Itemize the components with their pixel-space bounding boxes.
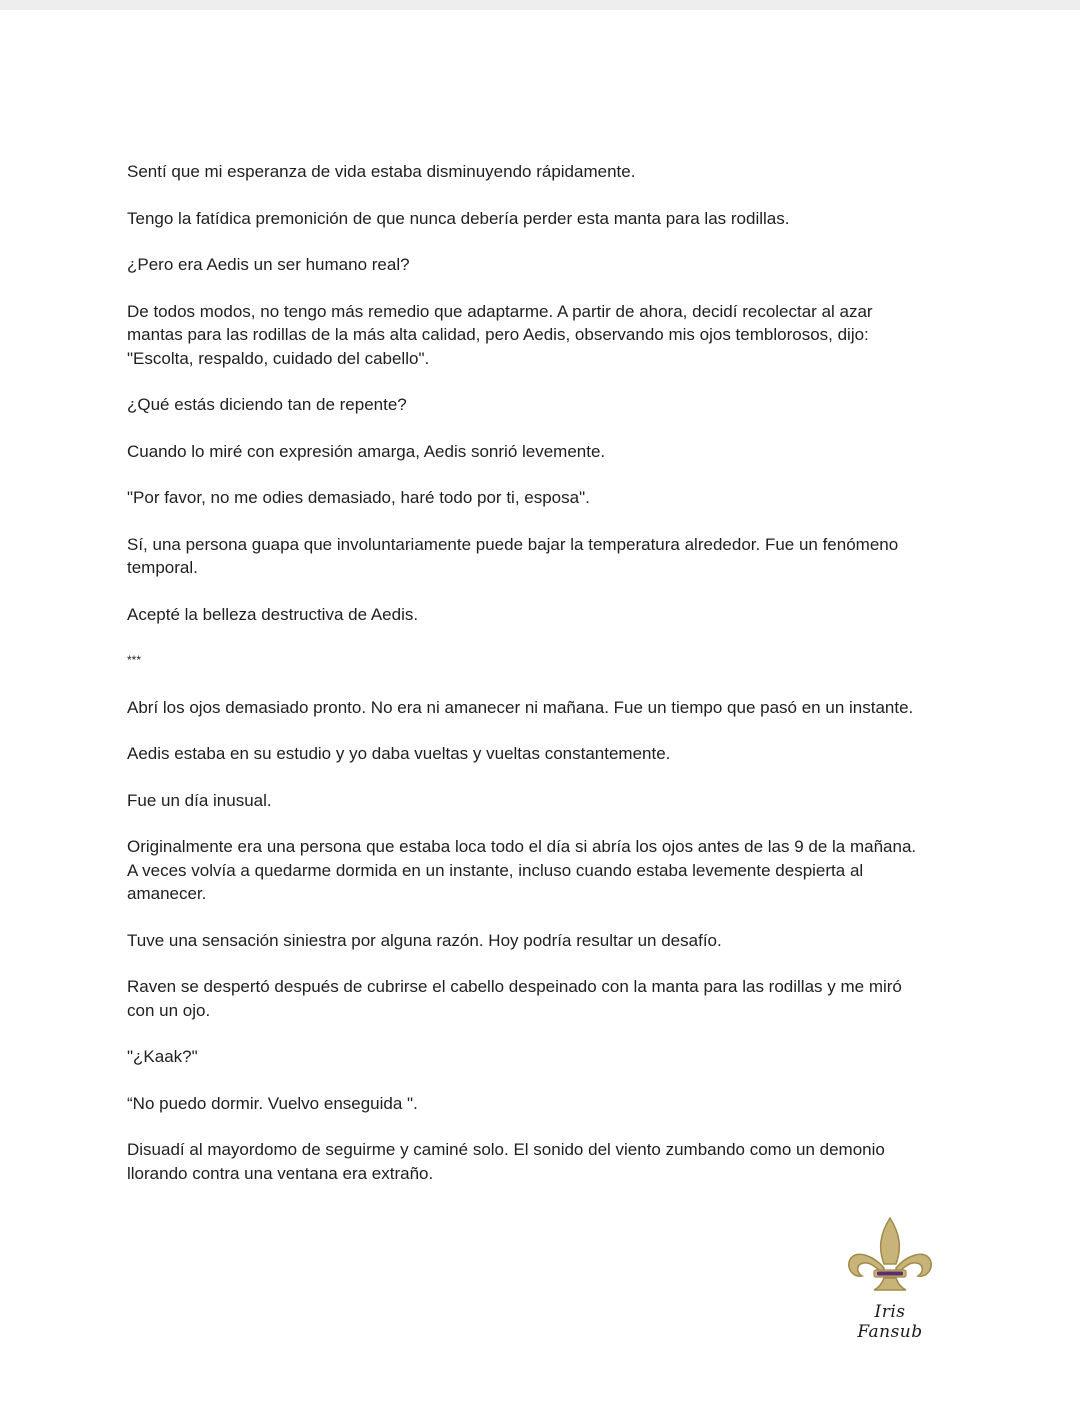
logo-text: Iris Fansub bbox=[857, 1302, 923, 1342]
paragraph: ¿Qué estás diciendo tan de repente? bbox=[127, 395, 407, 414]
top-bar bbox=[0, 0, 1080, 10]
paragraph: Cuando lo miré con expresión amarga, Aedis sonrió levemente. bbox=[127, 441, 606, 461]
paragraph: Abrí los ojos demasiado pronto. No era ni amanecer ni mañana. Fue un tiempo que pasó en un instante. bbox=[127, 697, 914, 717]
paragraph: “No puedo dormir. Vuelvo enseguida ". bbox=[127, 1093, 418, 1113]
iris-fansub-logo bbox=[840, 1216, 940, 1342]
paragraph: ¿Pero era Aedis un ser humano real? bbox=[127, 255, 410, 274]
fleur-de-lis-icon bbox=[844, 1216, 936, 1296]
paragraph: Raven se despertó después de cubrirse el cabello despeinado con la manta para las rodillas y me miró con un ojo. bbox=[127, 977, 902, 1020]
paragraph: Disuadí al mayordomo de seguirme y caminé solo. El sonido del viento zumbando como un demonio llorando contra una ventana era extraño. bbox=[127, 1140, 885, 1183]
paragraph: Aedis estaba en su estudio y yo daba vueltas y vueltas constantemente. bbox=[127, 744, 671, 763]
paragraph: Sentí que mi esperanza de vida estaba disminuyendo rápidamente. bbox=[127, 162, 636, 181]
paragraph: Sí, una persona guapa que involuntariamente puede bajar la temperatura alrededor. Fue un fenómeno temporal. bbox=[127, 534, 899, 577]
paragraph: De todos modos, no tengo más remedio que adaptarme. A partir de ahora, decidí recolectar al azar mantas para las rodillas de la más alta calidad, pero Aedis, observando mis ojos temblorosos, dijo: "Escolta, respaldo, cuidado del cabello". bbox=[127, 301, 873, 368]
paragraph: Acepté la belleza destructiva de Aedis. bbox=[127, 604, 419, 624]
paragraph: Tengo la fatídica premonición de que nunca debería perder esta manta para las rodillas. bbox=[127, 208, 790, 228]
document-body bbox=[127, 160, 957, 1208]
paragraph: Fue un día inusual. bbox=[127, 790, 272, 810]
paragraph: "¿Kaak?" bbox=[127, 1047, 198, 1066]
scene-separator: *** bbox=[127, 653, 142, 667]
paragraph: "Por favor, no me odies demasiado, haré todo por ti, esposa". bbox=[127, 488, 590, 507]
paragraph: Tuve una sensación siniestra por alguna razón. Hoy podría resultar un desafío. bbox=[127, 930, 722, 950]
paragraph: Originalmente era una persona que estaba loca todo el día si abría los ojos antes de las 9 de la mañana. A veces volvía a quedarme dormida en un instante, incluso cuando estaba levemente despierta al amanecer. bbox=[127, 837, 917, 903]
